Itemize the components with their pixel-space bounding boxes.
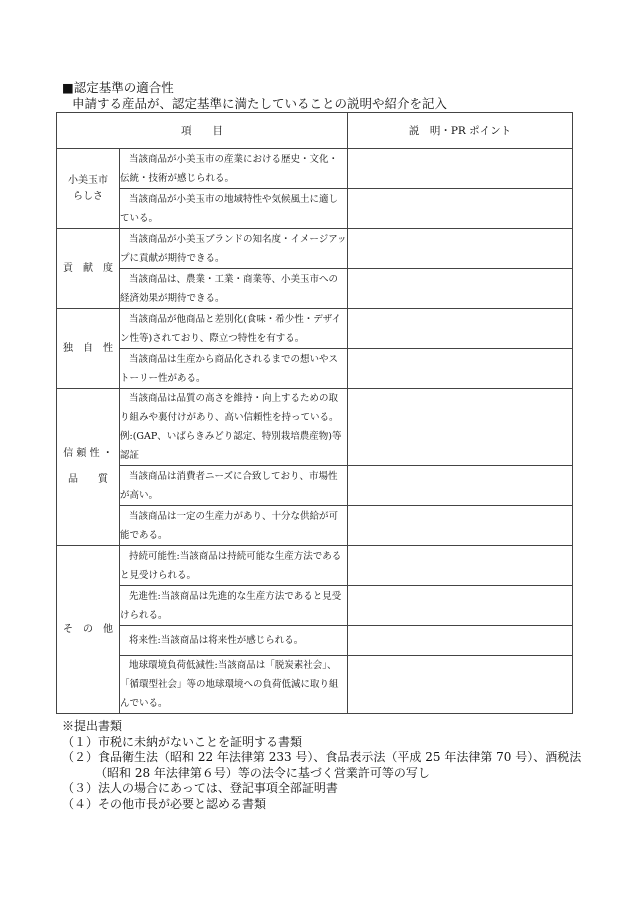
criterion-text: 先進性:当該商品は先進的な生産方法であると見受けられる。 (120, 590, 342, 621)
notes-item: （昭和 28 年法律第６号）等の法令に基づく営業許可等の写し (95, 765, 430, 780)
category-label: そ の 他 (63, 623, 113, 635)
table-row (57, 656, 573, 714)
description-input-cell[interactable] (348, 586, 573, 626)
category-label: 品 質 (68, 474, 108, 485)
criterion-cell (120, 189, 348, 229)
category-label: らしさ (73, 190, 103, 202)
criterion-cell (120, 349, 348, 389)
category-label: 信 頼 性 ・ (63, 448, 113, 459)
description-input-cell[interactable] (348, 229, 573, 269)
header-item: 項 目 (57, 113, 348, 149)
criterion-text: 当該商品が小美玉ブランドの知名度・イメージアップに貢献が期待できる。 (120, 233, 347, 264)
category-cell (57, 229, 120, 309)
section-heading: ■認定基準の適合性 (62, 80, 174, 95)
description-input-cell[interactable] (348, 389, 573, 466)
table-row (57, 229, 573, 269)
description-input-cell[interactable] (348, 546, 573, 586)
criterion-text: 持続可能性:当該商品は持続可能な生産方法であると見受けられる。 (120, 550, 342, 581)
table-header-row (57, 113, 573, 149)
criterion-cell (120, 309, 348, 349)
description-input-cell[interactable] (348, 656, 573, 714)
section-subheading: 申請する産品が、認定基準に満たしていることの説明や紹介を記入 (72, 96, 448, 111)
table-row (57, 466, 573, 506)
criterion-cell (120, 149, 348, 189)
criterion-text: 当該商品は消費者ニーズに合致しており、市場性が高い。 (120, 470, 338, 501)
criterion-cell (120, 229, 348, 269)
description-input-cell[interactable] (348, 189, 573, 229)
table-row (57, 626, 573, 656)
table-row (57, 189, 573, 229)
criterion-text: 当該商品は品質の高さを維持・向上するための取り組みや裏付けがあり、高い信頼性を持っている。例:(GAP、いばらきみどり認定、特別栽培農産物)等認証 (120, 393, 342, 461)
criterion-cell (120, 586, 348, 626)
description-input-cell[interactable] (348, 269, 573, 309)
table-row (57, 309, 573, 349)
description-input-cell[interactable] (348, 466, 573, 506)
table-row (57, 389, 573, 466)
description-input-cell[interactable] (348, 309, 573, 349)
table-row (57, 586, 573, 626)
criterion-cell (120, 656, 348, 714)
criterion-cell (120, 626, 348, 656)
notes-item: （２）食品衛生法（昭和 22 年法律第 233 号）、食品表示法（平成 25 年法律第 70 号）、酒税法 (62, 750, 582, 764)
description-input-cell[interactable] (348, 149, 573, 189)
criterion-text: 当該商品が他商品と差別化(食味・希少性・デザイン性等)されており、際立つ特性を有する。 (120, 313, 342, 344)
notes-item: （４）その他市長が必要と認める書類 (62, 796, 267, 811)
criterion-text: 当該商品が小美玉市の産業における歴史・文化・伝統・技術が感じられる。 (120, 153, 339, 184)
criterion-cell (120, 389, 348, 466)
notes-item: （３）法人の場合にあっては、登記事項全部証明書 (62, 781, 338, 795)
description-input-cell[interactable] (348, 349, 573, 389)
category-label: 独 自 性 (63, 342, 113, 354)
description-input-cell[interactable] (348, 506, 573, 546)
criterion-cell (120, 506, 348, 546)
category-label: 貢 献 度 (63, 262, 113, 274)
category-cell (57, 309, 120, 389)
table-row (57, 349, 573, 389)
header-description: 説 明・PR ポイント (348, 113, 573, 149)
criterion-text: 地球環境負荷低減性:当該商品は「脱炭素社会」、「循環型社会」等の地球環境への負荷低減に取り組んでいる。 (120, 660, 339, 709)
category-cell (57, 389, 120, 546)
criterion-cell (120, 546, 348, 586)
criteria-table (56, 112, 573, 714)
criterion-text: 将来性:当該商品は将来性が感じられる。 (129, 635, 304, 646)
criterion-cell (120, 269, 348, 309)
category-cell (57, 149, 120, 229)
criterion-text: 当該商品は、農業・工業・商業等、小美玉市への経済効果が期待できる。 (120, 273, 339, 304)
table-row (57, 546, 573, 586)
criterion-text: 当該商品は生産から商品化されるまでの想いやストーリー性がある。 (120, 353, 339, 384)
criterion-text: 当該商品は一定の生産力があり、十分な供給が可能である。 (120, 510, 339, 541)
table-row (57, 269, 573, 309)
criterion-text: 当該商品が小美玉市の地域特性や気候風土に適している。 (120, 193, 339, 224)
description-input-cell[interactable] (348, 626, 573, 656)
notes-title: ※提出書類 (62, 719, 123, 733)
criterion-cell (120, 466, 348, 506)
notes-item: （１）市税に未納がないことを証明する書類 (62, 734, 303, 749)
table-row (57, 149, 573, 189)
submission-documents (62, 719, 581, 812)
category-cell (57, 546, 120, 714)
category-label: 小美玉市 (68, 174, 108, 186)
table-row (57, 506, 573, 546)
